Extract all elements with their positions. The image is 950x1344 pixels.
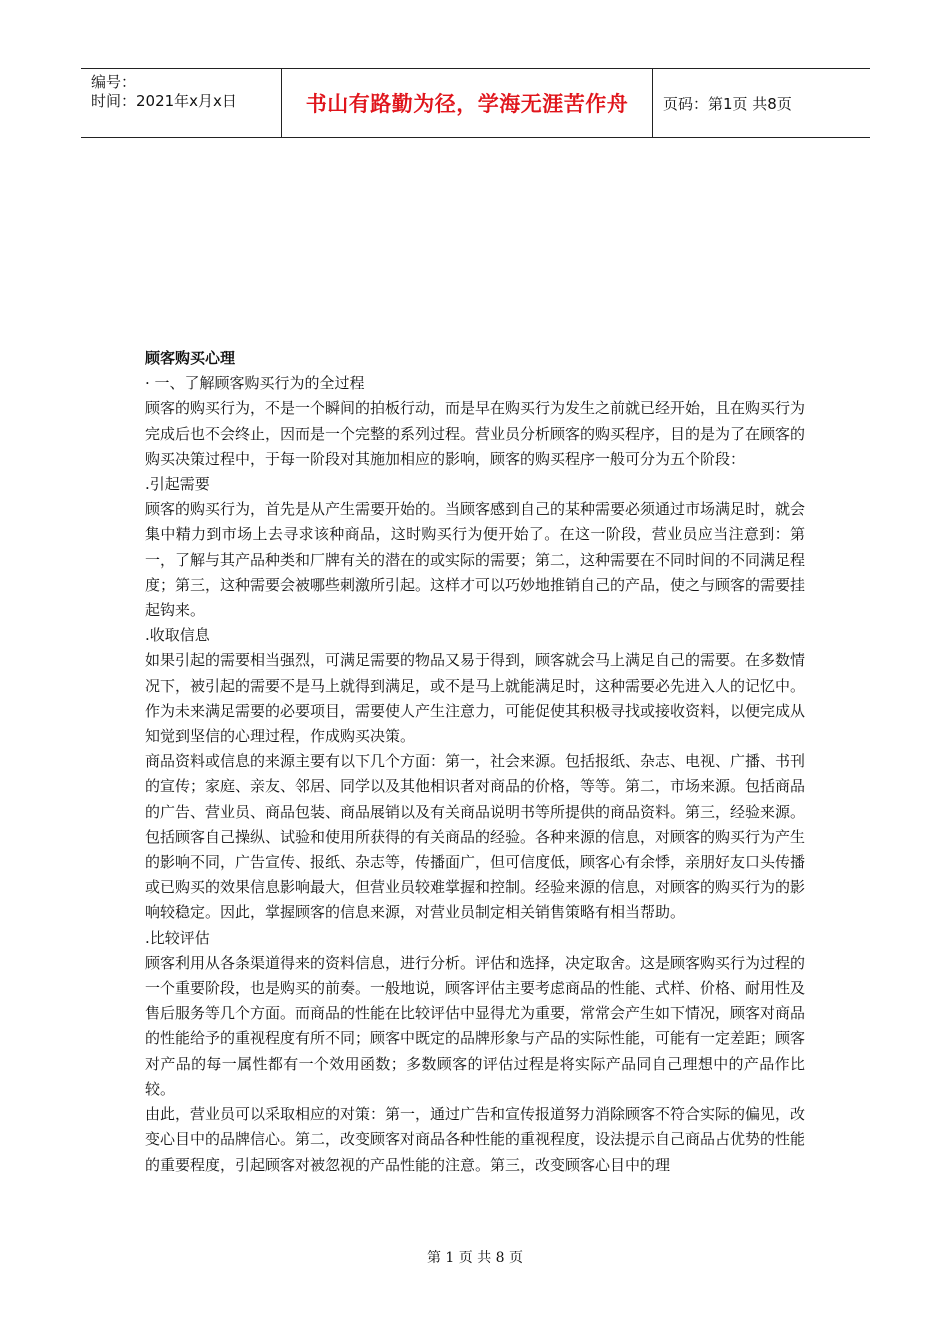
header-motto: 书山有路勤为径，学海无涯苦作舟 (281, 69, 653, 137)
subheading-compare-evaluate: .比较评估 (145, 928, 210, 947)
paragraph: 顾客的购买行为，首先是从产生需要开始的。当顾客感到自己的某种需要必须通过市场满足时，就会集中精力到市场上去寻求该种商品，这时购买行为便开始了。在这一阶段，营业员应当注意到：第一，了解与其产品种类和厂牌有关的潜在的或实际的需要；第二，这种需要在不同时间的不同满足程度；第三，这种需要会被哪些刺激所引起。这样才可以巧妙地推销自己的产品，使之与顾客的需要挂起钩来。 (145, 500, 806, 620)
paragraph: 由此，营业员可以采取相应的对策：第一，通过广告和宣传报道努力消除顾客不符合实际的偏见，改变心目中的品牌信心。第二，改变顾客对商品各种性能的重视程度，设法提示自己商品占优势的性能的重要程度，引起顾客对被忽视的产品性能的注意。第三，改变顾客心目中的理 (145, 1105, 806, 1174)
document-number-label: 编号： (91, 73, 137, 91)
document-body (145, 346, 805, 1178)
document-date-label: 时间：2021年x月x日 (91, 92, 237, 110)
section-heading: · 一、了解顾客购买行为的全过程 (145, 374, 365, 393)
paragraph: 顾客利用从各条渠道得来的资料信息，进行分析。评估和选择，决定取舍。这是顾客购买行为过程的一个重要阶段，也是购买的前奏。一般地说，顾客评估主要考虑商品的性能、式样、价格、耐用性及售后服务等几个方面。而商品的性能在比较评估中显得尤为重要，常常会产生如下情况，顾客对商品的性能给予的重视程度有所不同；顾客中既定的品牌形象与产品的实际性能，可能有一定差距；顾客对产品的每一属性都有一个效用函数；多数顾客的评估过程是将实际产品同自己理想中的产品作比较。 (145, 953, 806, 1098)
paragraph: 顾客的购买行为，不是一个瞬间的拍板行动，而是早在购买行为发生之前就已经开始，且在购买行为完成后也不会终止，因而是一个完整的系列过程。营业员分析顾客的购买程序，目的是为了在顾客的购买决策过程中，于每一阶段对其施加相应的影响，顾客的购买程序一般可分为五个阶段： (145, 399, 806, 468)
paragraph: 如果引起的需要相当强烈，可满足需要的物品又易于得到，顾客就会马上满足自己的需要。在多数情况下，被引起的需要不是马上就得到满足，或不是马上就能满足时，这种需要必先进入人的记忆中。作为未来满足需要的必要项目，需要使人产生注意力，可能促使其积极寻找或接收资料，以便完成从知觉到坚信的心理过程，作成购买决策。 (145, 651, 806, 746)
paragraph: 商品资料或信息的来源主要有以下几个方面：第一，社会来源。包括报纸、杂志、电视、广播、书刊的宣传；家庭、亲友、邻居、同学以及其他相识者对商品的价格，等等。第二，市场来源。包括商品的广告、营业员、商品包装、商品展销以及有关商品说明书等所提供的商品资料。第三，经验来源。包括顾客自己操纵、试验和使用所获得的有关商品的经验。各种来源的信息，对顾客的购买行为产生的影响不同，广告宣传、报纸、杂志等，传播面广，但可信度低，顾客心有余悸，亲朋好友口头传播或已购买的效果信息影响最大，但营业员较难掌握和控制。经验来源的信息，对顾客的购买行为的影响较稳定。因此，掌握顾客的信息来源，对营业员制定相关销售策略有相当帮助。 (145, 752, 806, 922)
document-title: 顾客购买心理 (145, 349, 236, 367)
subheading-arouse-need: .引起需要 (145, 475, 210, 494)
subheading-collect-info: .收取信息 (145, 626, 210, 645)
header-page-number: 页码：第1页 共8页 (663, 94, 792, 113)
header-meta (81, 69, 281, 137)
page-header (81, 68, 870, 138)
page-footer: 第 1 页 共 8 页 (426, 1250, 524, 1266)
